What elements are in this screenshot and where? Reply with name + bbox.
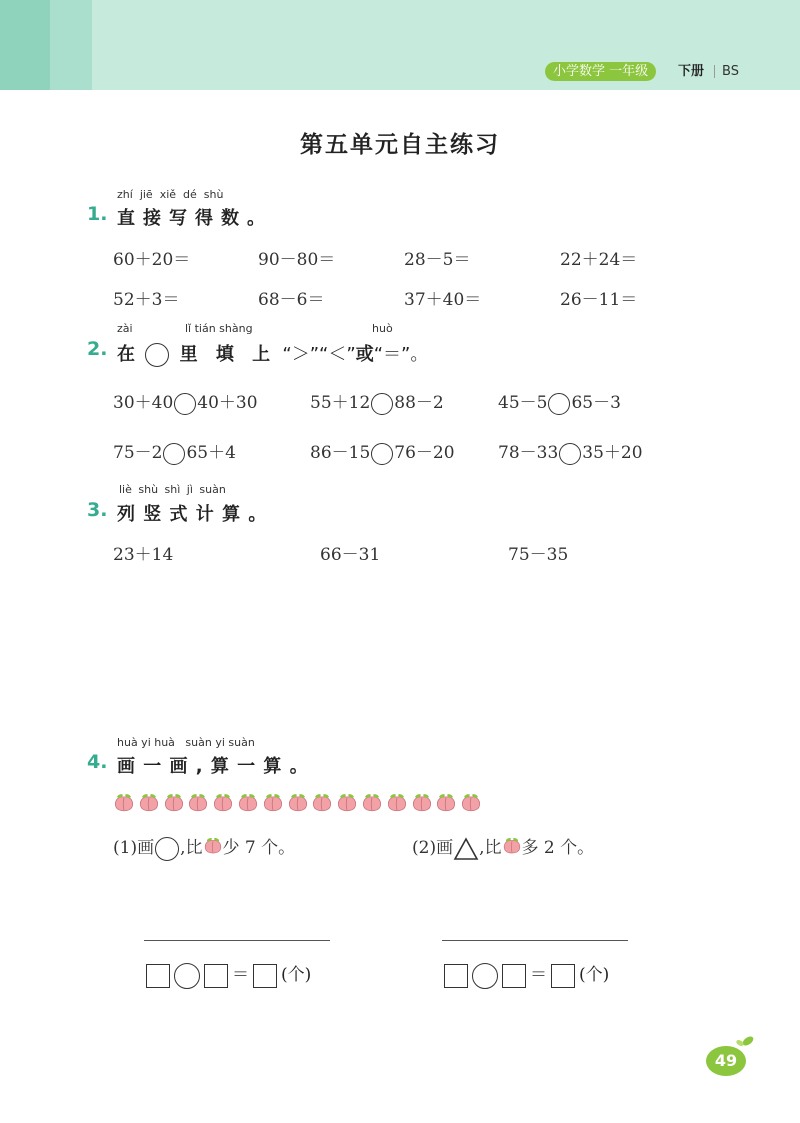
peach-icon xyxy=(237,793,259,813)
q3-instruction: 列 竖 式 计 算 。 xyxy=(117,504,268,525)
q2-word-zai: 在 xyxy=(117,344,135,365)
peach-row xyxy=(113,792,485,813)
equation-row-2 xyxy=(444,960,613,989)
q3-item: 23＋14 xyxy=(113,545,174,565)
q2-symbol-eq: “＝”。 xyxy=(373,344,429,365)
q2-pinyin-li-tian-shang: lǐ tián shàng xyxy=(185,322,253,335)
peach-icon xyxy=(311,793,333,813)
q1-item: 28－5＝ xyxy=(404,250,471,270)
q2-word-huo: 或 xyxy=(355,344,374,365)
peach-icon xyxy=(287,793,309,813)
volume-label: 下册 xyxy=(678,64,705,79)
header-decor-strip xyxy=(50,0,92,90)
header-decor-strip xyxy=(0,0,50,90)
answer-circle[interactable] xyxy=(174,393,196,415)
compare-item: 30＋40 40＋30 xyxy=(113,393,258,413)
q3-item: 66－31 xyxy=(320,545,381,565)
answer-circle[interactable] xyxy=(548,393,570,415)
q2-word-fill: 里 填 上 xyxy=(179,344,277,365)
page-number: 49 xyxy=(706,1046,746,1076)
equals-sign: ＝ xyxy=(232,965,249,985)
peach-icon xyxy=(361,793,383,813)
circle-blank xyxy=(145,343,169,367)
equation-row-1 xyxy=(146,960,315,989)
q4-number: 4. xyxy=(87,751,108,773)
answer-circle[interactable] xyxy=(559,443,581,465)
peach-icon xyxy=(262,793,284,813)
q2-pinyin-zai: zài xyxy=(117,322,133,335)
grade-badge: 小学数学 一年级 xyxy=(545,62,656,81)
peach-icon xyxy=(435,793,457,813)
header-divider xyxy=(714,65,715,78)
compare-item: 78－33 35＋20 xyxy=(498,443,643,463)
peach-icon xyxy=(502,837,522,860)
q4-instruction: 画 一 画 , 算 一 算 。 xyxy=(117,756,309,777)
q1-item: 52＋3＝ xyxy=(113,290,180,310)
q3-number: 3. xyxy=(87,499,108,521)
answer-box[interactable] xyxy=(502,964,526,988)
peach-icon xyxy=(138,793,160,813)
peach-icon xyxy=(163,793,185,813)
answer-circle[interactable] xyxy=(472,963,498,989)
q1-pinyin: zhí jiē xiě dé shù xyxy=(117,188,224,201)
q1-item: 26－11＝ xyxy=(560,290,638,310)
peach-icon xyxy=(203,837,223,860)
peach-icon xyxy=(411,793,433,813)
unit-label: (个) xyxy=(281,965,312,985)
compare-item: 75－2 65＋4 xyxy=(113,443,236,463)
edition-label: BS xyxy=(722,64,739,79)
q4-sub2: (2)画 ,比 多 2 个。 xyxy=(412,833,594,861)
q1-number: 1. xyxy=(87,203,108,225)
circle-shape-icon xyxy=(155,837,179,861)
answer-box[interactable] xyxy=(146,964,170,988)
answer-circle[interactable] xyxy=(174,963,200,989)
q3-pinyin: liè shù shì jì suàn xyxy=(119,483,226,496)
q1-item: 37＋40＝ xyxy=(404,290,482,310)
drawing-line xyxy=(144,940,330,941)
compare-item: 55＋12 88－2 xyxy=(310,393,444,413)
answer-circle[interactable] xyxy=(163,443,185,465)
peach-icon xyxy=(113,793,135,813)
q2-instruction xyxy=(117,340,428,367)
peach-icon xyxy=(386,793,408,813)
triangle-shape-icon xyxy=(453,837,479,861)
answer-circle[interactable] xyxy=(371,443,393,465)
equals-sign: ＝ xyxy=(530,965,547,985)
q3-item: 75－35 xyxy=(508,545,569,565)
q2-pinyin-huo: huò xyxy=(372,322,393,335)
q4-pinyin: huà yi huà suàn yi suàn xyxy=(117,736,255,749)
answer-box[interactable] xyxy=(204,964,228,988)
answer-circle[interactable] xyxy=(371,393,393,415)
answer-box[interactable] xyxy=(551,964,575,988)
compare-item: 45－5 65－3 xyxy=(498,393,621,413)
answer-box[interactable] xyxy=(253,964,277,988)
peach-icon xyxy=(212,793,234,813)
answer-box[interactable] xyxy=(444,964,468,988)
q1-instruction: 直接写得数。 xyxy=(117,208,273,229)
q1-item: 60＋20＝ xyxy=(113,250,191,270)
q1-item: 68－6＝ xyxy=(258,290,325,310)
q4-sub1: (1)画 ,比 少 7 个。 xyxy=(113,833,295,861)
q2-symbols: “＞”“＜” xyxy=(282,344,356,365)
compare-item: 86－15 76－20 xyxy=(310,443,455,463)
page-title: 第五单元自主练习 xyxy=(300,132,500,158)
peach-icon xyxy=(336,793,358,813)
drawing-line xyxy=(442,940,628,941)
q2-number: 2. xyxy=(87,338,108,360)
q1-item: 22＋24＝ xyxy=(560,250,638,270)
unit-label: (个) xyxy=(579,965,610,985)
q1-item: 90－80＝ xyxy=(258,250,336,270)
peach-icon xyxy=(187,793,209,813)
peach-icon xyxy=(460,793,482,813)
